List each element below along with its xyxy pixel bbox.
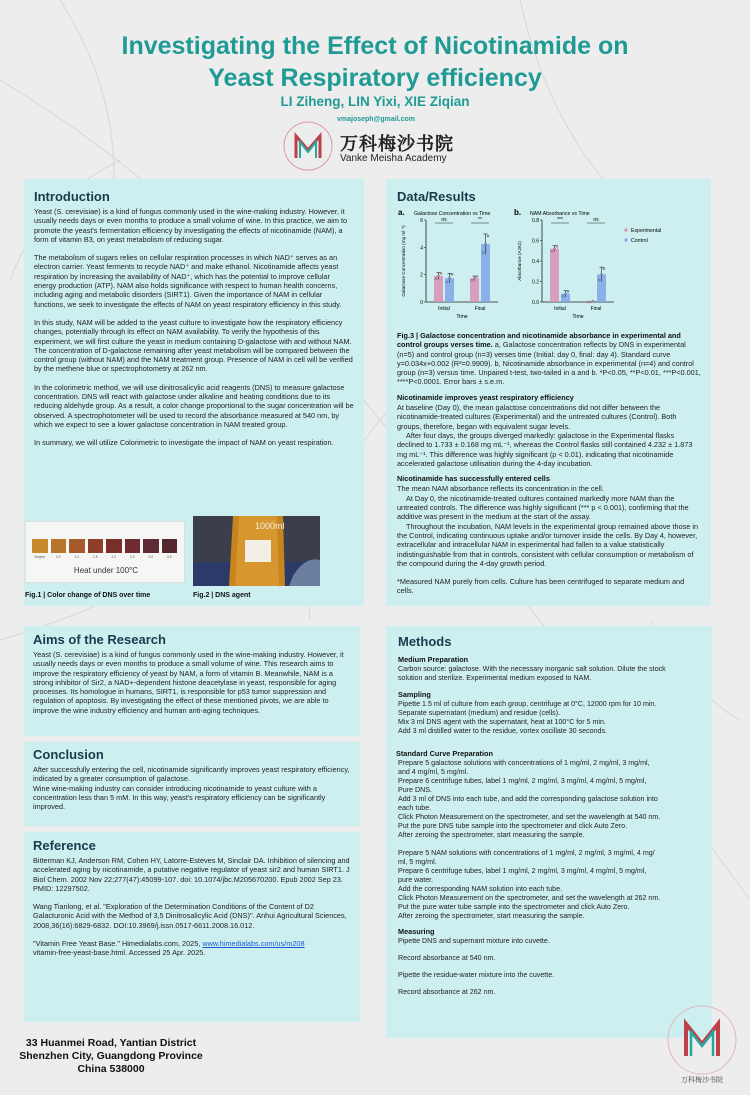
chart-nam-absorbance [512,206,708,326]
result-2-heading: Nicotinamide has successfully entered cells [397,474,550,484]
conclusion-panel [24,742,360,826]
method-step: Click Photon Measurement on the spectrometer, and set the wavelength at 540 nm. [398,813,661,821]
method-step: Mix 3 ml DNS agent with the supernatant, heat at 100°C for 5 min. [398,718,606,726]
result-1-p2: After four days, the groups diverged markedly: galactose in the Experimental flasks declined to 1.733 ± 0.168 mg mL⁻¹, whereas the Control flasks still contained 4.232 ± 1.873 mg mL⁻¹. This difference was highly significant (p < 0.01), indicating that nicotinamide accelerated galactose utilisation during the 4-day incubation. [397,430,693,468]
result-1-p1: At baseline (Day 0), the mean galactose concentrations did not differ between the nicotinamide-treated cultures (Experimental) and the untreated cultures (Control). Both groups, therefore, began with equivalent sugar levels. [397,403,677,431]
intro-paragraph-3: In this study, NAM will be added to the yeast culture to investigate how the respiratory efficiency changes, potentially through its effect on NAM availability. To verify the hypothesis of this experiment, we will first culture the yeast in medium containing D-galactose with and without NAM. The concentration of D-galactose remaining after yeast metabolism will be compared between the control group (without NAM) and the NAM treatment group. Presence of NAM in cell will be verified by the methene blue or spectrophotometry at 262 nm. [34,317,353,374]
data-point [589,301,591,303]
data-point [476,275,478,277]
intro-paragraph-1: Yeast (S. cerevisiae) is a kind of fungus commonly used in the wine-making industry. However, it usually needs days or even months to produce a small volume of wine. In this practice, we aim to promote the yeast's fermentation efficiency by investigating the effects of nicotinamide (NAM), a form of vitamin B3, on yeast metabolism of reducing sugar. [34,207,348,244]
method-step: Add the corresponding NAM solution into each tube. [398,885,563,893]
x-tick-label: Final [590,306,602,312]
dns-swatch [125,539,141,553]
y-tick-label: 2 [420,272,423,279]
method-step: Record absorbance at 540 nm. [398,954,496,962]
data-point [556,245,558,247]
dns-swatch-label: 2.5 [130,555,135,559]
figure-1-note: Heat under 100°C [73,566,139,575]
x-tick-label: Initial [438,306,450,312]
result-2-p1: The mean NAM absorbance reflects its concentration in the cell. [397,484,604,494]
title-line-1: Investigating the Effect of Nicotinamide on [121,32,629,60]
figure-2-dns-bottle [193,516,320,586]
sampling-steps [398,700,702,736]
figure-1-caption: Fig.1 | Color change of DNS over time [25,592,151,599]
chart-galactose-concentration [396,206,508,326]
academy-seal-logo [664,1000,740,1086]
data-point [446,281,448,283]
data-point [567,290,569,292]
curve-steps-galactose [398,759,702,840]
data-point [437,275,439,277]
y-axis-label: Absorbance (A262) [517,241,522,281]
dns-swatch-label: 1.5 [93,555,98,559]
y-tick-label: 0.2 [532,279,539,286]
figure-2-caption: Fig.2 | DNS agent [193,592,251,599]
data-point [448,277,450,279]
figure-1-dns-color [25,521,185,583]
legend-marker [624,238,627,241]
method-step: Prepare 5 galactose solutions with concentrations of 1 mg/ml, 2 mg/ml, 3 mg/ml, [398,759,650,767]
y-axis-label: Galactose Concentration (mg ml⁻¹) [401,225,406,297]
data-point [600,273,602,275]
reference-2: Wang Tianlong, et al. "Exploration of the Determination Conditions of the Content of D2 Galacturonic Acid with the Method of 3,5 Dinitrosalicylic Acid (DNS)". Anhui Agricultural Sciences, 2008,36(16):6829-6832. DOI:10.3969/j.issn.0517-6611.2008.16.012. [33,902,347,930]
method-step: Add 3 ml of DNS into each tube, and add the corresponding galactose solution into [398,795,658,803]
reference-3-end: vitamin-free-yeast-base.html. Accessed 25 Apr. 2025. [33,948,206,958]
method-step: and 4 mg/ml, 5 mg/ml. [398,768,469,776]
data-point [553,248,555,250]
curve-steps-nam [398,849,702,921]
method-step: solution and sterilize. Experimental medium exposed to NAM. [398,674,592,682]
curve-heading: Standard Curve Preparation [396,749,493,758]
conclusion-heading: Conclusion [33,747,104,762]
data-point [603,267,605,269]
y-tick-label: 0.6 [532,238,539,245]
conclusion-p1: After successfully entering the cell, nicotinamide significantly improves yeast respiratory efficiency, indicated by a greater consumption of galactose. [33,765,350,784]
significance-label: ns [441,217,447,223]
fig3-caption-title: Fig.3 | Galactose concentration and nicotinamide absorbance in experimental and control groups verses time. [397,331,681,350]
y-tick-label: 6 [420,218,423,224]
legend-label: Control [631,238,648,244]
method-step: Record absorbance at 262 nm. [398,988,496,996]
data-point [587,301,589,303]
authors: LI Ziheng, LIN Yixi, XIE Ziqian [280,94,470,109]
legend-marker [624,228,627,231]
x-tick-label: Final [474,306,486,312]
data-point [551,250,553,252]
dns-swatch [162,539,178,553]
y-tick-label: 0.0 [532,300,539,306]
method-step: Put the pure DNS tube sample into the spectrometer and click Auto Zero. [398,822,628,830]
reference-1: Bitterman KJ, Anderson RM, Cohen HY, Latorre-Esteves M, Sinclair DA. Inhibition of silencing and accelerated aging by nicotinamide, a putative negative regulator of yeast sir2 and human SIRT1. J Biol Chem. 2002 Nov 22;277(47):45099-107. doi: 10.1074/jbc.M205670200. Epub 2002 Sep 23. PMID: 12297502. [33,856,350,893]
dns-swatch-label: 2.0 [111,555,116,559]
y-tick-label: 0.4 [532,259,539,265]
dns-swatch [32,539,48,553]
dns-swatch [88,539,104,553]
method-step: Separate supernatant (medium) and residue (cells). [398,709,561,717]
dns-swatch [51,539,67,553]
conclusion-p2: Wine wine-making industry can consider introducing nicotinamide to yeast culture with a concentration less than 5 mM. In this way, yeast's respiratory efficiency can be significantly improved. [33,783,326,812]
address-line-1: 33 Huanmei Road, Yantian District [25,1037,197,1049]
dns-swatch-row [32,539,177,553]
dns-swatch [69,539,85,553]
dns-swatch-label: 1.0 [74,555,79,559]
data-point [451,273,453,275]
method-step: Pipette the residue-water mixture into the cuvette. [398,971,555,979]
method-step: Put the pure water tube sample into the spectrometer and click Auto Zero. [398,903,630,911]
data-point [440,272,442,274]
reference-3 [33,939,352,958]
method-step: Prepare 6 centrifuge tubes, label 1 mg/ml, 2 mg/ml, 3 mg/ml, 4 mg/ml, 5 mg/ml, [398,867,647,875]
reference-heading: Reference [33,838,96,853]
data-point [598,279,600,281]
reference-3-title: "Vitamin Free Yeast Base." Himedialabs.com, 2025, [33,939,203,949]
method-step: After zeroing the spectrometer, start measuring the sample. [398,831,585,839]
dns-swatch-label: 3.0 [148,555,153,559]
chart-title: Galactose Concentration vs Time [414,211,491,217]
method-step: Add 3 ml distilled water to the residue, vortex oscillate 30 seconds. [398,727,607,735]
dns-swatch-labels [32,555,177,559]
medium-heading: Medium Preparation [398,655,469,664]
title-line-2: Yeast Respiratory efficiency [208,64,542,92]
academy-logo [282,120,334,172]
dns-swatch-label: 3.5 [167,555,172,559]
x-axis-label: Time [456,314,468,320]
method-step: Carbon source: galactose. With the necessary inorganic salt solution. Dilute the stock [398,665,666,673]
chart-panel-letter: b. [514,208,522,217]
x-axis-label: Time [572,314,584,320]
chart-panel-letter: a. [398,208,405,217]
significance-label: *** [557,217,563,223]
x-tick-label: Initial [554,306,566,312]
medium-steps [398,665,702,683]
data-point [482,251,484,253]
introduction-text [34,207,354,448]
school-name-en: Vanke Meisha Academy [340,153,447,164]
data-point [435,278,437,280]
bar-experimental [434,276,443,302]
aims-text: Yeast (S. cerevisiae) is a kind of fungus commonly used in the wine-making industry. However, it usually needs days or even months to produce a small volume of wine. This research aims to improve the respiratory efficiency of yeast by NAM, a form of vitamin B. Meanwhile, NAM is a strong inhibitor of Sir2, a NAD+-dependent histone deacetylase in yeast, responsible for aging processes. Its homologue in humans, SIRT1, is responsible for p53 tumor suppression and regulation of apoptosis. By investigating the effect of these mentioned pivots, we are able to improve the wine industry efficiency and human anti-aging techniques. [33,650,344,715]
measuring-heading: Measuring [398,927,435,936]
address-line-2: Shenzhen City, Guangdong Province [19,1050,203,1062]
measuring-steps [398,937,702,997]
reference-list [33,856,352,958]
method-step: each tube. [398,804,432,812]
data-point [487,235,489,237]
data-point [564,293,566,295]
method-step: Click Photon Measurement on the spectrometer, and set the wavelength at 262 nm. [398,894,661,902]
bar-experimental [470,278,479,302]
aims-panel [24,626,360,736]
dns-swatch-label: 0.5 [56,555,61,559]
results-heading: Data/Results [397,189,476,204]
poster-title [0,30,750,94]
result-2-p3: Throughout the incubation, NAM levels in the experimental group remained above those in the Control, indicating continuous uptake and/or turnover inside the cells. By Day 4, however, extracellular and intracellular NAM in experimental had fallen to a value statistically indistinguishable from that in controls, consistent with cellular consumption or metabolism of the compound during the 4-day growth period. [397,521,699,568]
fig3-caption-body: a, Galactose concentration reflects by DNS in experimental (n=5) and control group (n=3) verses time (Initial: day 0, final: day 4). Standard curve y=0.034x+0.002 (R²=0.9909). b, Nicotinamide absorbance in experimental (n=4) and control group (n=3) versus time. Unpaired t-test, two-tailed in a and b. *P<0.05, **P<0.01, ***P<0.001, ****P<0.0001. Error bars ± s.e.m. [397,340,701,387]
method-step: Prepare 6 centrifuge tubes, label 1 mg/ml, 2 mg/ml, 3 mg/ml, 4 mg/ml, 5 mg/ml, [398,777,647,785]
significance-label: ** [478,217,482,223]
method-step: Pipette 1.5 ml of culture from each group, centrifuge at 0°C, 12000 rpm for 10 min. [398,700,657,708]
dns-swatch [106,539,122,553]
intro-paragraph-5: In summary, we will utilize Colorimetric to investigate the impact of NAM on yeast respiration. [34,438,334,448]
method-step: ml, 5 mg/ml. [398,858,437,866]
result-2-p2: At Day 0, the nicotinamide-treated cultures contained markedly more NAM than the untreated controls. The difference was highly significant (*** p < 0.001), confirming that the additive was present in the medium at the start of the assay. [397,493,689,522]
methods-heading: Methods [398,634,452,649]
method-step: Pipette DNS and supernant mixture into cuvette. [398,937,550,945]
intro-paragraph-2: The metabolism of sugars relies on cellular respiration processes in which NAD⁺ serves as an electron carrier. Yeast ferments to recycle NAD⁺ and make ethanol. Nicotinamide affects yeast respiration by increasing the availability of NAD⁺, which has the potential to improve cellular energy production (ATP). NAM also holds significance with respect to human health concerns, including aging and metabolic disorders (SIRT1). Given the importance of NAM in cellular functions, we seek to investigate the effects of NAM on yeast respiratory efficiency in this study. [34,253,342,309]
bar-experimental [550,249,559,302]
chart-title: NAM Absorbance vs Time [530,211,590,217]
sampling-heading: Sampling [398,690,431,699]
results-footnote: *Measured NAM purely from cells. Culture has been centrifuged to separate medium and cells. [397,577,685,596]
method-step: Prepare 5 NAM solutions with concentrations of 1 mg/ml, 2 mg/ml, 3 mg/ml, 4 mg/ [398,849,655,857]
data-point [592,300,594,302]
data-point [484,243,486,245]
address-line-3: China 538000 [77,1063,145,1075]
seal-cn-text: 万科梅沙书院 [681,1077,723,1084]
data-point [473,277,475,279]
reference-panel [24,832,360,1022]
methods-panel [386,626,712,1038]
y-tick-label: 0.8 [532,218,539,224]
introduction-heading: Introduction [34,189,110,204]
fig3-caption [397,331,701,387]
method-step: After zeroing the spectrometer, start measuring the sample. [398,912,585,920]
legend-label: Experimental [631,228,662,234]
aims-heading: Aims of the Research [33,632,166,647]
address-block [8,1037,214,1076]
y-tick-label: 0 [420,300,423,306]
contact-email: vmajoseph@gmail.com [336,116,415,123]
conclusion-text [33,765,352,811]
method-step: Pure DNS. [398,786,432,794]
result-1-heading: Nicotinamide improves yeast respiratory efficiency [397,392,574,402]
bottle-label: 1000ml [255,521,285,531]
significance-label: ns [593,217,599,223]
y-tick-label: 4 [420,245,423,252]
data-point [471,279,473,281]
dns-swatch-label: 0mg/ml [34,555,45,559]
intro-paragraph-4: In the colorimetric method, we will use dinitrosalicylic acid reagents (DNS) to measure galactose concentration. DNS will react with galactose under alkaline and heating conditions due to its reducing aldehyde group. As a result, a color change proportional to the sugar concentration will be observed. A spectrophotometer will be used to record the absorbance measured at 540 nm, by which we expect to see a lower galactose concentration in NAM treated group. [34,382,354,429]
data-point [562,295,564,297]
school-name-cn: 万科梅沙书院 [340,134,454,155]
reference-3-link[interactable]: www.himedialabs.com/us/m208 [202,939,305,949]
dns-swatch [143,539,159,553]
method-step: pure water. [398,876,434,884]
